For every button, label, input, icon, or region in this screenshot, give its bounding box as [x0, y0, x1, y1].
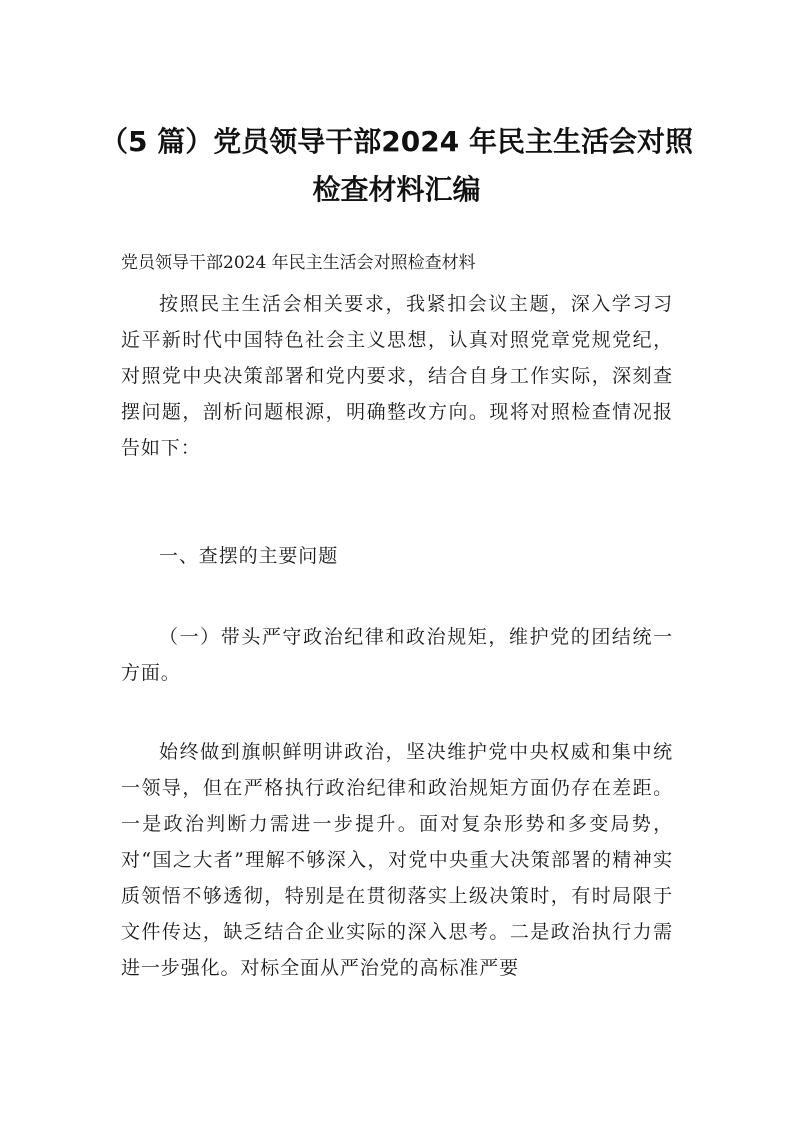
- intro-paragraph: 按照民主生活会相关要求，我紧扣会议主题，深入学习习近平新时代中国特色社会主义思想，认真对照党章党规党纪，对照党中央决策部署和党内要求，结合自身工作实际，深刻查摆问题，剖析问题根源，明确整改方向。现将对照检查情况报告如下：: [121, 293, 673, 459]
- subsection-heading: （一）带头严守政治纪律和政治规矩，维护党的团结统一方面。: [121, 626, 673, 684]
- section-heading: 一、查摆的主要问题: [159, 545, 339, 567]
- document-subtitle: 党员领导干部2024 年民主生活会对照检查材料: [121, 253, 476, 273]
- document-title: （5 篇）党员领导干部2024 年民主生活会对照检查材料汇编: [100, 125, 693, 206]
- body-paragraph: 始终做到旗帜鲜明讲政治，坚决维护党中央权威和集中统一领导，但在严格执行政治纪律和政治规矩方面仍存在差距。一是政治判断力需进一步提升。面对复杂形势和多变局势，对“国之大者”理解不够深入，对党中央重大决策部署的精神实质领悟不够透彻，特别是在贯彻落实上级决策时，有时局限于文件传达，缺乏结合企业实际的深入思考。二是政治执行力需进一步强化。对标全面从严治党的高标准严要: [121, 741, 673, 979]
